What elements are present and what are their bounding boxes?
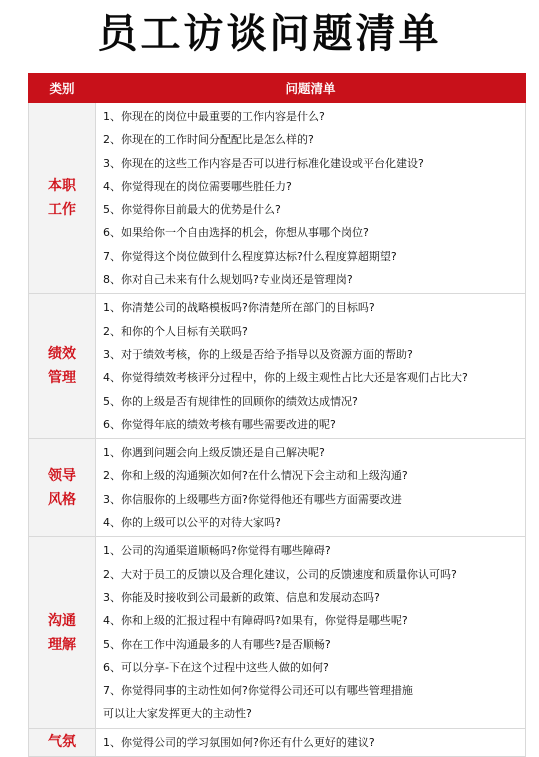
question-table [28,73,526,757]
question-item: 6、如果给你一个自由选择的机会，你想从事哪个岗位? [103,226,369,240]
page-title: 员工访谈问题清单 [97,11,442,57]
question-item: 2、大对于员工的反馈以及合理化建议，公司的反馈速度和质量你认可吗? [103,567,457,581]
question-item: 1、你遇到问题会向上级反馈还是自己解决呢? [103,446,325,460]
question-item: 3、你现在的这些工作内容是否可以进行标准化建设或平台化建设? [103,156,424,170]
category-label: 本职工作 [48,178,76,219]
question-list [96,537,526,728]
question-item: 1、公司的沟通渠道顺畅吗?你觉得有哪些障碍? [103,544,331,558]
header-questions: 问题清单 [96,74,526,103]
question-item: 4、你觉得绩效考核评分过程中，你的上级主观性占比大还是客观们占比大? [103,371,468,385]
section-row [29,537,526,728]
question-item: 5、你觉得你目前最大的优势是什么? [103,203,281,217]
category-label: 领导风格 [48,467,76,508]
question-item: 7、你觉得这个岗位做到什么程度算达标?什么程度算超期望? [103,249,397,263]
question-item: 7、你觉得同事的主动性如何?你觉得公司还可以有哪些管理措施 [103,684,413,698]
question-item: 2、和你的个人目标有关联吗? [103,324,248,338]
question-item: 3、你信服你的上级哪些方面?你觉得他还有哪些方面需要改进 [103,492,402,506]
question-item: 6、你觉得年底的绩效考核有哪些需要改进的呢? [103,417,336,431]
question-item: 4、你的上级可以公平的对待大家吗? [103,516,281,530]
category-cell [29,294,96,439]
question-item: 4、你和上级的汇报过程中有障碍吗?如果有，你觉得是哪些呢? [103,614,408,628]
question-item: 5、你在工作中沟通最多的人有哪些?是否顺畅? [103,637,331,651]
question-item: 4、你觉得现在的岗位需要哪些胜任力? [103,179,292,193]
question-list [96,439,526,537]
category-label: 绩效管理 [48,346,76,387]
question-item: 5、你的上级是否有规律性的回顾你的绩效达成情况? [103,394,358,408]
question-item: 1、你现在的岗位中最重要的工作内容是什么? [103,110,325,123]
question-list [96,294,526,439]
question-item: 可以让大家发挥更大的主动性? [103,707,252,721]
question-list [96,103,526,294]
category-cell [29,728,96,756]
question-item: 1、你觉得公司的学习氛围如何?你还有什么更好的建议? [103,735,375,749]
section-row [29,103,526,294]
question-list [96,728,526,756]
section-row [29,294,526,439]
question-item: 2、你和上级的沟通频次如何?在什么情况下会主动和上级沟通? [103,469,408,483]
category-label: 气氛 [48,734,76,751]
header-category: 类别 [29,74,96,103]
table-header-row [29,74,526,103]
question-item: 8、你对自己未来有什么规划吗?专业岗还是管理岗? [103,273,353,287]
category-label: 沟通理解 [48,612,76,653]
category-cell [29,439,96,537]
question-item: 3、对于绩效考核，你的上级是否给予指导以及资源方面的帮助? [103,347,413,361]
category-cell [29,537,96,728]
question-item: 2、你现在的工作时间分配配比是怎么样的? [103,133,314,147]
category-cell [29,103,96,294]
section-row [29,439,526,537]
question-item: 3、你能及时接收到公司最新的政策、信息和发展动态吗? [103,590,380,604]
question-item: 6、可以分享-下在这个过程中这些人做的如何? [103,660,329,674]
question-item: 1、你清楚公司的战略模板吗?你清楚所在部门的目标吗? [103,301,375,315]
section-row [29,728,526,756]
